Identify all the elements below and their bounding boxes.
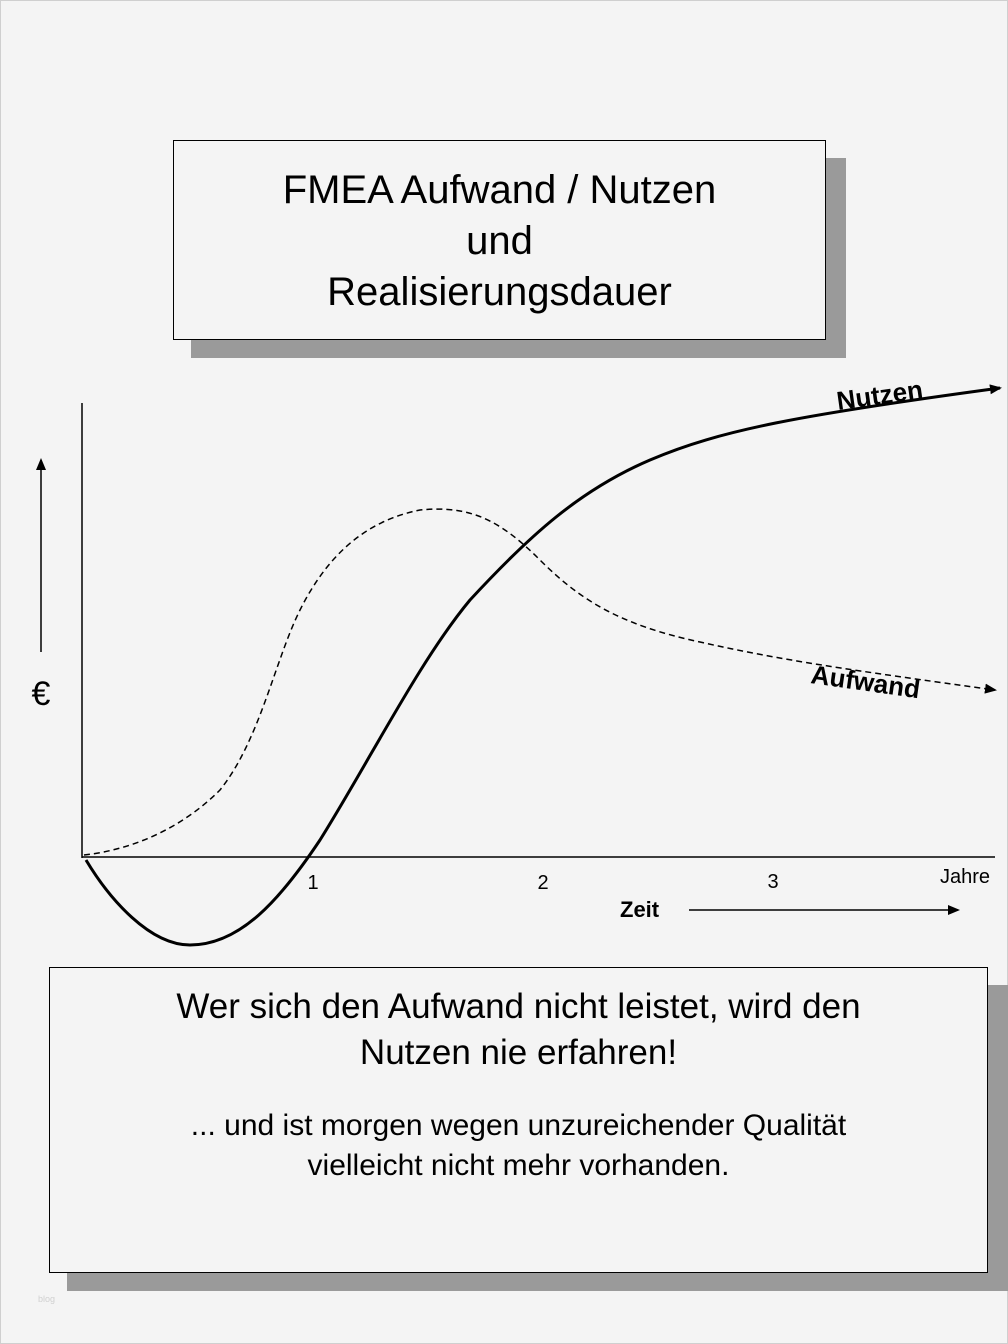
message-box [49,967,988,1273]
message-line-4: vielleicht nicht mehr vorhanden. [307,1149,730,1182]
title-line-2: und [466,219,533,263]
aufwand-nutzen-diagram [0,360,1008,960]
euro-symbol: € [31,675,51,713]
x-tick-2: 2 [537,872,549,894]
nutzen-label: Nutzen [834,374,925,416]
aufwand-label: Aufwand [809,659,923,705]
watermark: blog [38,1294,56,1304]
title-line-3: Realisierungsdauer [327,270,672,314]
x-tick-1: 1 [307,872,319,894]
message-line-2: Nutzen nie erfahren! [359,1033,678,1072]
title-box [173,140,826,340]
message-line-1: Wer sich den Aufwand nicht leistet, wird den [176,987,861,1026]
x-axis-unit: Jahre [939,866,991,888]
x-axis-label: Zeit [620,897,660,922]
title-line-1: FMEA Aufwand / Nutzen [282,168,717,212]
x-tick-3: 3 [767,871,779,893]
message-line-3: ... und ist morgen wegen unzureichender Qualität [190,1109,847,1142]
